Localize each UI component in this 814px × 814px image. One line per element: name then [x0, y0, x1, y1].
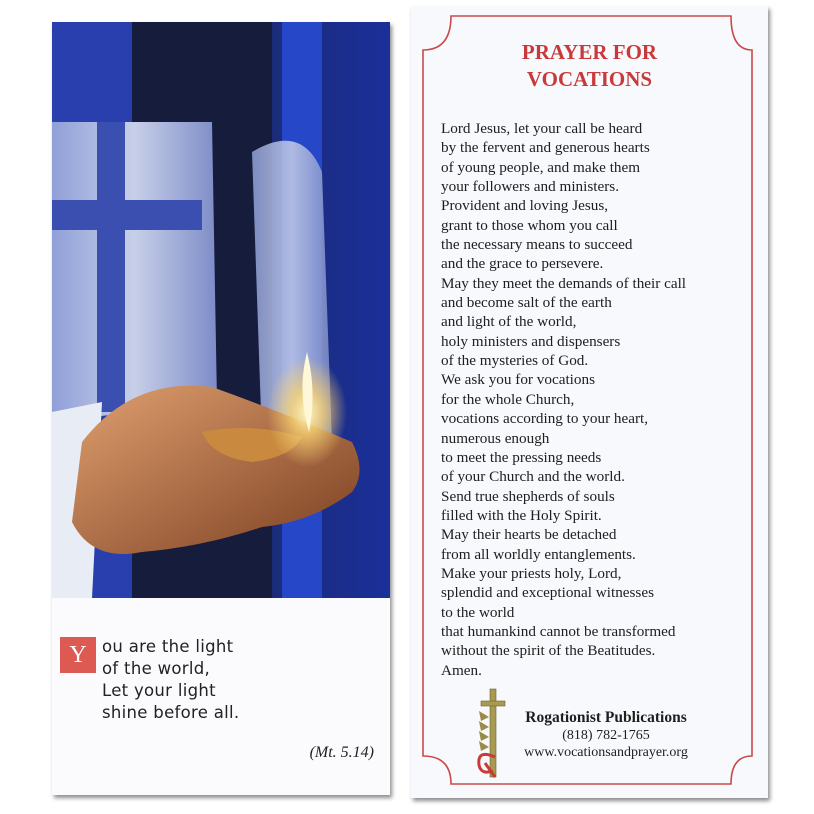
- prayer-line: to meet the pressing needs: [441, 448, 602, 466]
- prayer-line: and the grace to persevere.: [441, 255, 604, 273]
- prayer-line: that humankind cannot be transformed: [441, 622, 676, 640]
- title-line: PRAYER FOR: [521, 40, 658, 64]
- prayer-line: to the world: [441, 603, 515, 621]
- verse-line: shine before all.: [102, 703, 240, 722]
- prayer-line: for the whole Church,: [441, 390, 575, 408]
- prayer-line: the necessary means to succeed: [441, 236, 633, 254]
- prayer-line: by the fervent and generous hearts: [441, 139, 650, 157]
- prayer-line: of the mysteries of God.: [441, 352, 589, 370]
- prayer-line: We ask you for vocations: [441, 371, 595, 389]
- prayer-line: your followers and ministers.: [441, 178, 620, 196]
- publisher-info: [511, 708, 701, 761]
- prayer-line: without the spirit of the Beatitudes.: [441, 642, 656, 660]
- rogationist-cross-logo: [473, 687, 513, 779]
- prayer-line: of young people, and make them: [441, 158, 641, 176]
- prayer-title: [411, 39, 768, 93]
- prayer-line: Send true shepherds of souls: [441, 487, 615, 505]
- verse-line: of the world,: [102, 659, 211, 678]
- publisher-name: Rogationist Publications: [525, 709, 687, 726]
- prayer-line: May they meet the demands of their call: [441, 274, 687, 292]
- prayer-line: numerous enough: [441, 429, 550, 447]
- publisher-phone: (818) 782-1765: [562, 728, 650, 743]
- verse-line: Let your light: [102, 681, 216, 700]
- verse-line: ou are the light: [102, 637, 234, 656]
- prayer-line: filled with the Holy Spirit.: [441, 506, 602, 524]
- prayer-line: and become salt of the earth: [441, 294, 612, 312]
- prayer-text: [441, 119, 686, 680]
- prayer-line: Make your priests holy, Lord,: [441, 564, 622, 582]
- prayer-line: holy ministers and dispensers: [441, 332, 621, 350]
- prayer-line: from all worldly entanglements.: [441, 545, 636, 563]
- prayer-line: grant to those whom you call: [441, 216, 618, 234]
- front-card: [52, 22, 390, 795]
- prayer-line: vocations according to your heart,: [441, 410, 649, 428]
- prayer-line: splendid and exceptional witnesses: [441, 584, 654, 602]
- candle-hands-photo: [52, 22, 390, 598]
- prayer-line: Amen.: [441, 661, 482, 679]
- back-card: [411, 6, 768, 798]
- prayer-line: and light of the world,: [441, 313, 577, 331]
- verse-dropcap: Y: [60, 637, 96, 673]
- title-line: VOCATIONS: [526, 67, 653, 91]
- prayer-line: of your Church and the world.: [441, 468, 625, 486]
- publisher-website: www.vocationsandprayer.org: [524, 745, 688, 760]
- verse-text: [102, 636, 239, 724]
- prayer-line: Provident and loving Jesus,: [441, 197, 609, 215]
- verse-reference: (Mt. 5.14): [309, 744, 374, 761]
- prayer-line: May their hearts be detached: [441, 526, 617, 544]
- prayer-line: Lord Jesus, let your call be heard: [441, 120, 643, 137]
